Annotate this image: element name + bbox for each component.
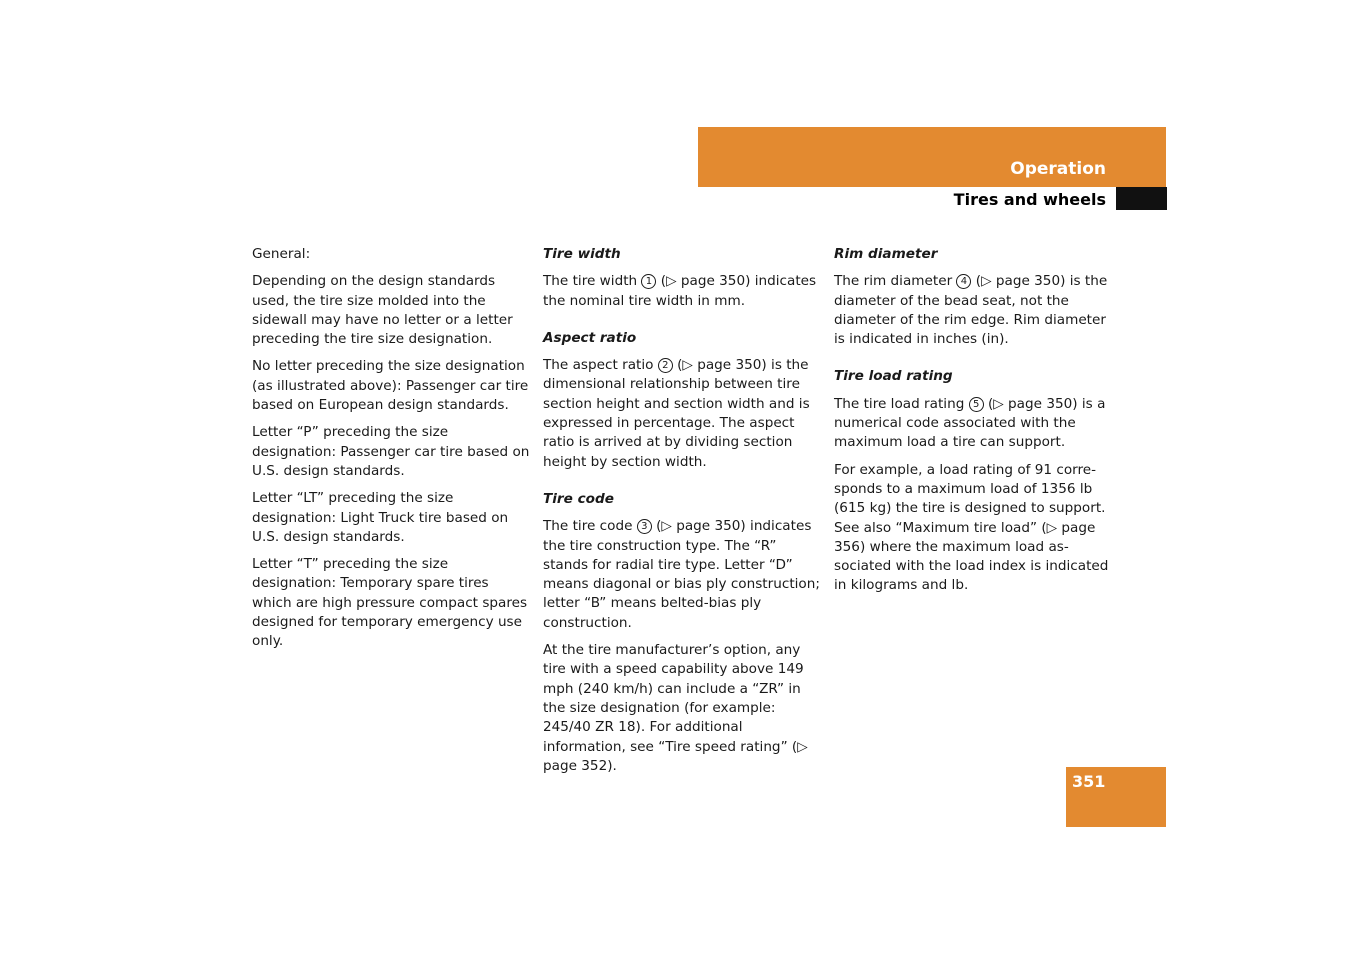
- section-marker-tab: [1116, 187, 1167, 210]
- page-reference: (▷ page 350): [983, 395, 1078, 412]
- paragraph-letter-p: Letter “P” preceding the size designation: Passenger car tire based on U.S. design standards.: [252, 424, 530, 479]
- heading-tire-load-rating: Tire load rating: [834, 368, 953, 385]
- heading-aspect-ratio: Aspect ratio: [543, 329, 637, 346]
- callout-3-icon: 3: [637, 519, 652, 534]
- callout-4-icon: 4: [956, 274, 971, 289]
- paragraph-letter-lt: Letter “LT” preceding the size designation: Light Truck tire based on U.S. design standards.: [252, 490, 509, 545]
- paragraph-general: General:: [252, 246, 311, 262]
- page-reference: (▷ page 350): [656, 273, 751, 290]
- page-reference: (▷ page 350): [651, 518, 746, 535]
- paragraph-tire-code: The tire code 3 (▷ page 350) indicates the tire construction type. The “R” stands for radial tire type. Letter “D” means diagonal or bias ply construction; letter “B” means belted-bias ply construction.: [543, 518, 820, 631]
- paragraph-tire-width: The tire width 1 (▷ page 350) indicates the nominal tire width in mm.: [543, 273, 817, 309]
- callout-2-icon: 2: [658, 358, 673, 373]
- paragraph-tire-load-rating: The tire load rating 5 (▷ page 350) is a numerical code associated with the maximum load a tire can support.: [834, 395, 1106, 451]
- paragraph-no-letter: No letter preceding the size designation (as illustrated above): Passenger car tire based on European design standards.: [252, 358, 529, 414]
- subsection-title: Tires and wheels: [953, 190, 1106, 209]
- heading-rim-diameter: Rim diameter: [834, 246, 938, 262]
- callout-1-icon: 1: [641, 274, 656, 289]
- column-left: [252, 245, 532, 660]
- paragraph-zr-note: At the tire manufacturer’s option, any tire with a speed capability above 149 mph (240 km/h) can include a “ZR” in the size designation (for example: 245/40 ZR 18). For additional information, see “Tire speed rating” (▷ page 352).: [543, 642, 808, 774]
- heading-tire-width: Tire width: [543, 246, 621, 262]
- paragraph-rim-diameter: The rim diameter 4 (▷ page 350) is the diameter of the bead seat, not the diameter of the rim edge. Rim diameter is indicated in inches (in).: [834, 273, 1108, 348]
- section-title: Operation: [1010, 159, 1106, 179]
- page-number: 351: [1072, 772, 1106, 791]
- paragraph-letter-t: Letter “T” preceding the size designation: Temporary spare tires which are high pressure compact spares designed for temporary emergency use only.: [252, 556, 528, 650]
- column-middle: [543, 245, 823, 784]
- column-right: [834, 245, 1114, 604]
- heading-tire-code: Tire code: [543, 490, 614, 507]
- paragraph-load-example: For example, a load rating of 91 corre-sponds to a maximum load of 1356 lb (615 kg) the tire is designed to support. See also “Maximum tire load” (▷ page 356) where the maximum load as-sociated with the load index is indicated in kilograms and lb.: [834, 461, 1109, 594]
- paragraph-aspect-ratio: The aspect ratio 2 (▷ page 350) is the dimensional relationship between tire section height and section width and is expressed in percentage. The aspect ratio is arrived at by dividing section height by section width.: [543, 357, 810, 470]
- page-reference: (▷ page 350): [672, 357, 767, 374]
- page-reference: (▷ page 350): [971, 273, 1066, 290]
- callout-5-icon: 5: [969, 397, 984, 412]
- paragraph-design-standards: Depending on the design standards used, the tire size molded into the sidewall may have no letter or a letter preceding the tire size designation.: [252, 273, 513, 348]
